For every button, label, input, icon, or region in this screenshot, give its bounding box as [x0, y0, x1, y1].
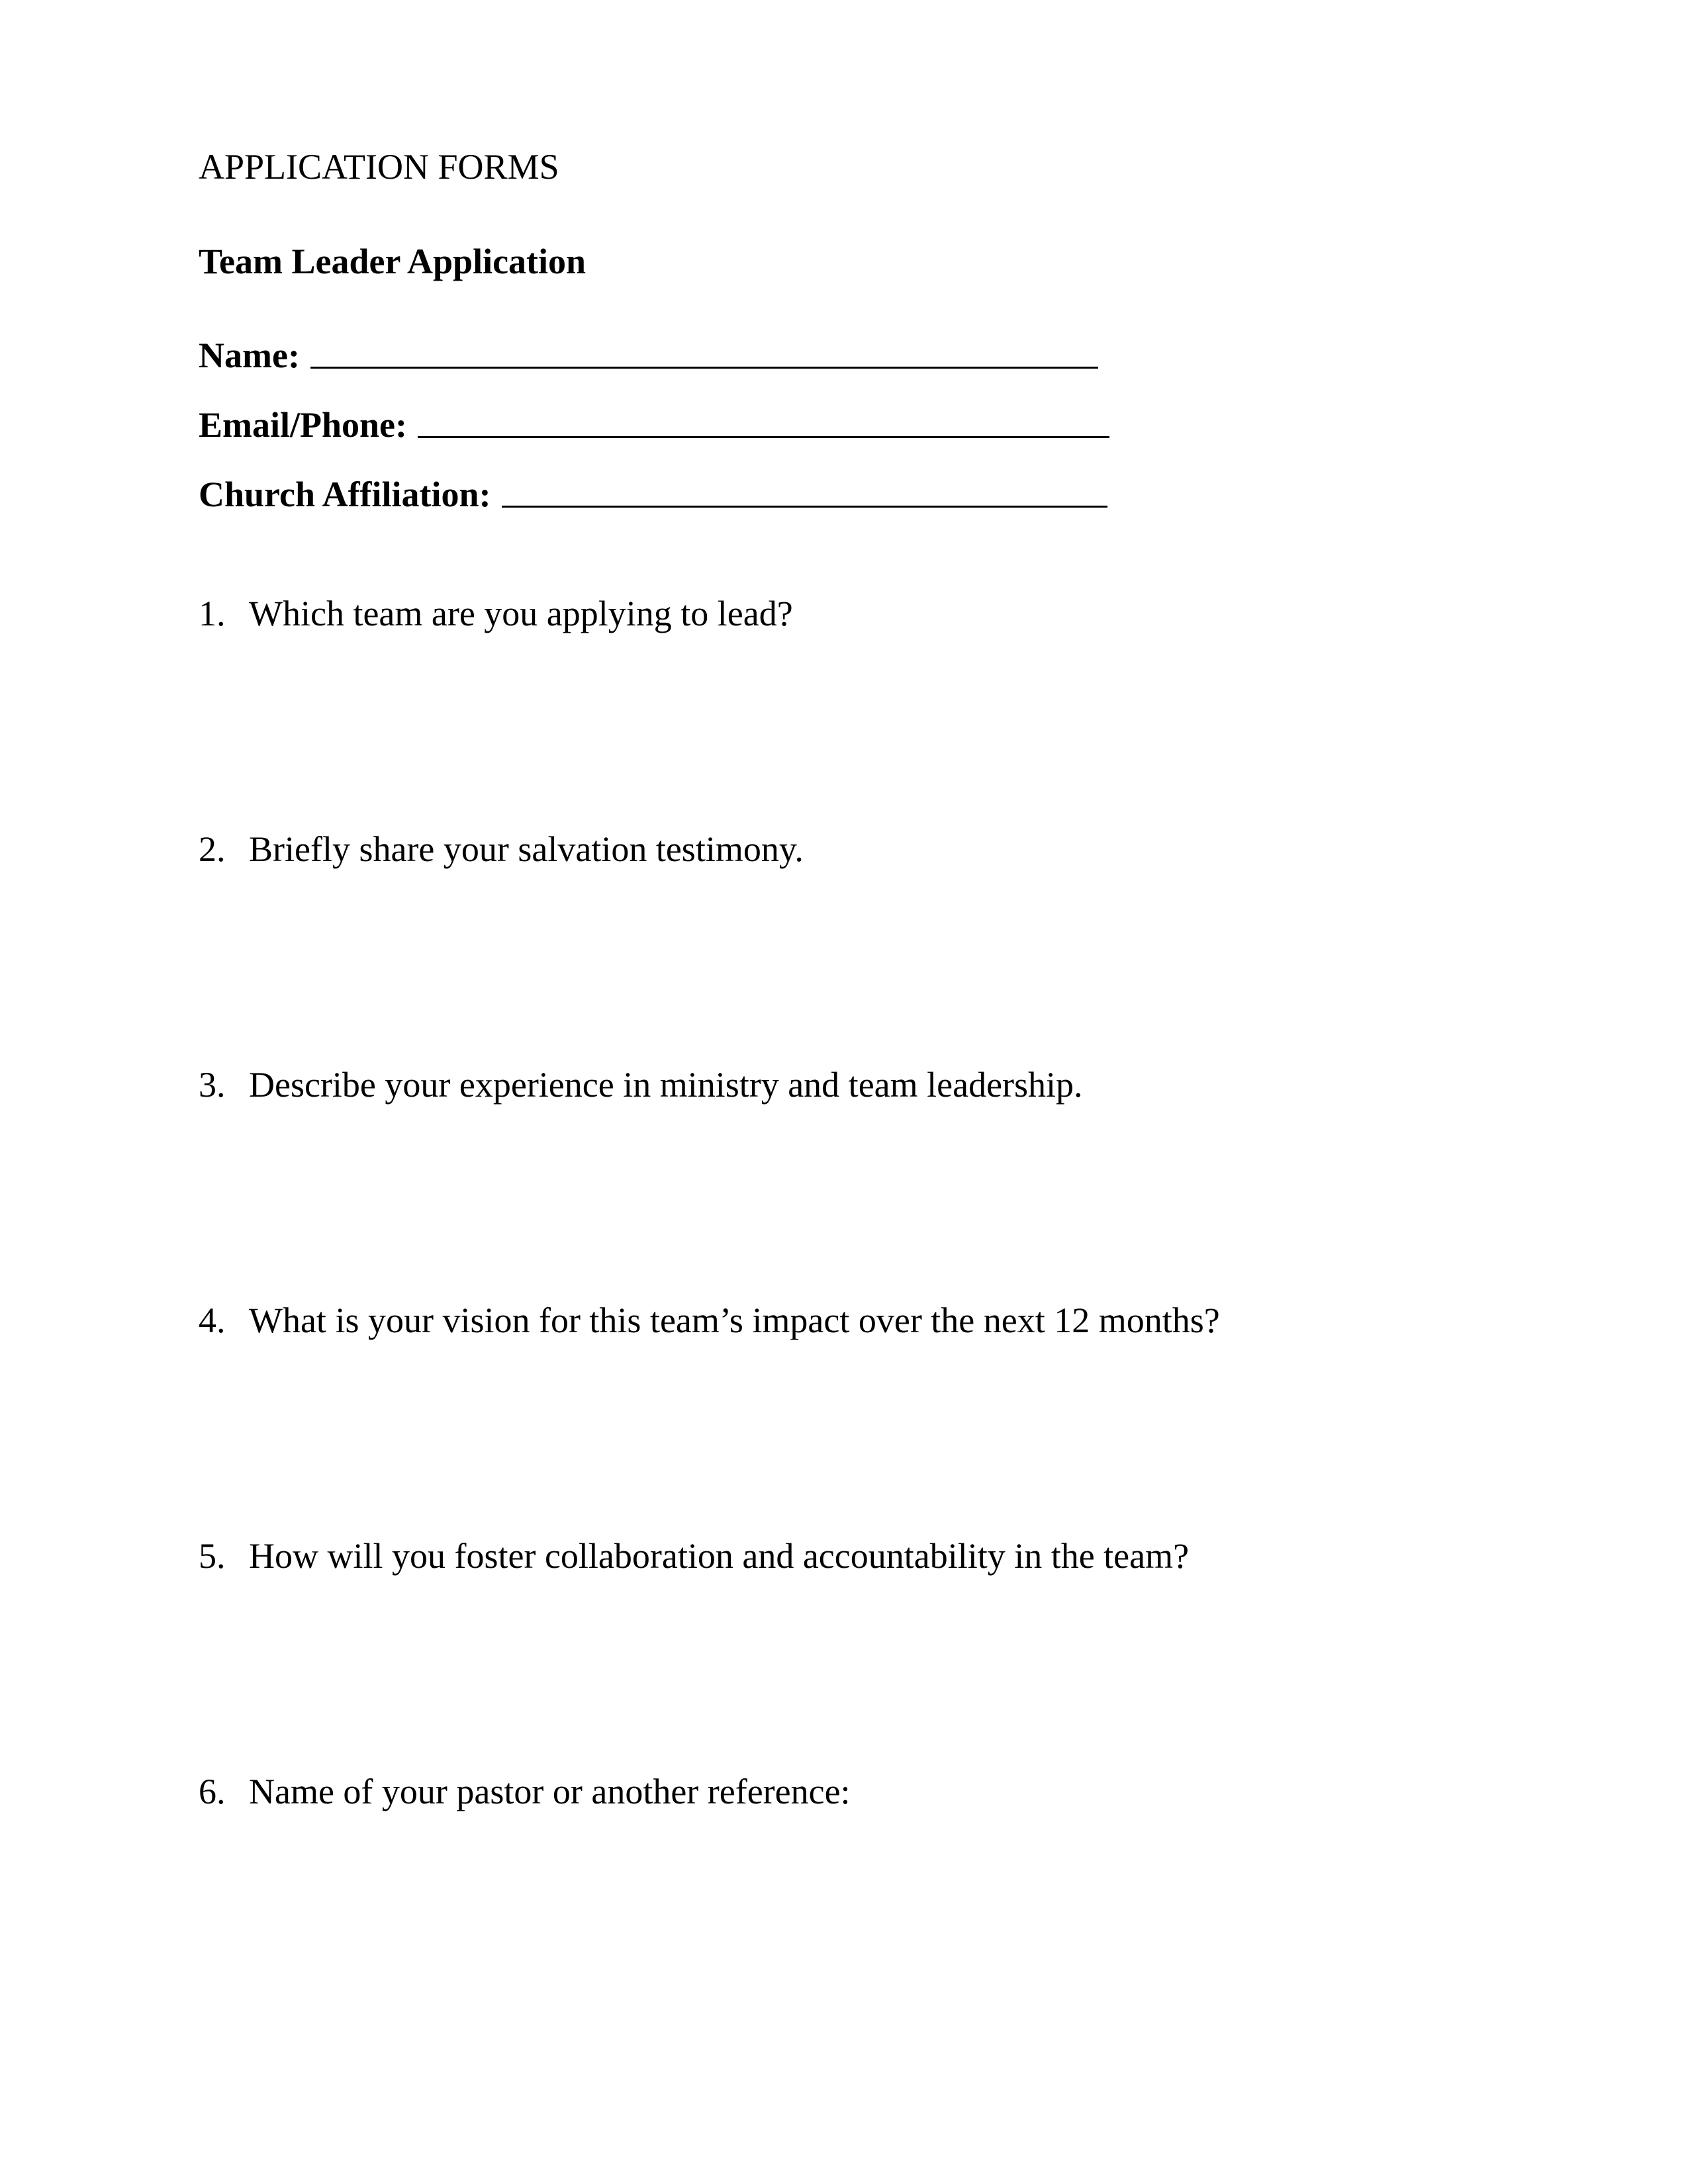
question-number: 4.	[199, 1300, 226, 1340]
question-text: Name of your pastor or another reference:	[249, 1772, 851, 1811]
document-title: APPLICATION FORMS	[199, 147, 559, 187]
question-item	[199, 831, 804, 867]
name-blank-line[interactable]	[310, 364, 1098, 369]
question-text: What is your vision for this team’s impact over the next 12 months?	[249, 1300, 1220, 1340]
question-item	[199, 1538, 1189, 1574]
question-text: Describe your experience in ministry and team leadership.	[249, 1065, 1083, 1105]
question-item	[199, 1067, 1083, 1103]
question-number: 3.	[199, 1065, 226, 1105]
form-subtitle: Team Leader Application	[199, 242, 586, 281]
question-number: 1.	[199, 594, 226, 633]
question-text: How will you foster collaboration and accountability in the team?	[249, 1536, 1190, 1576]
church-affiliation-blank-line[interactable]	[502, 503, 1107, 508]
question-item	[199, 1302, 1220, 1338]
email-phone-blank-line[interactable]	[418, 433, 1109, 438]
name-label: Name:	[199, 336, 300, 375]
email-phone-label: Email/Phone:	[199, 405, 408, 445]
question-text: Which team are you applying to lead?	[249, 594, 793, 633]
question-number: 5.	[199, 1536, 226, 1576]
question-text: Briefly share your salvation testimony.	[249, 829, 804, 869]
question-number: 2.	[199, 829, 226, 869]
church-field-row	[199, 477, 1107, 512]
question-item	[199, 1774, 851, 1809]
name-field-row	[199, 338, 1098, 373]
question-number: 6.	[199, 1772, 226, 1811]
contact-field-row	[199, 407, 1109, 443]
question-item	[199, 596, 793, 631]
church-affiliation-label: Church Affiliation:	[199, 475, 491, 514]
